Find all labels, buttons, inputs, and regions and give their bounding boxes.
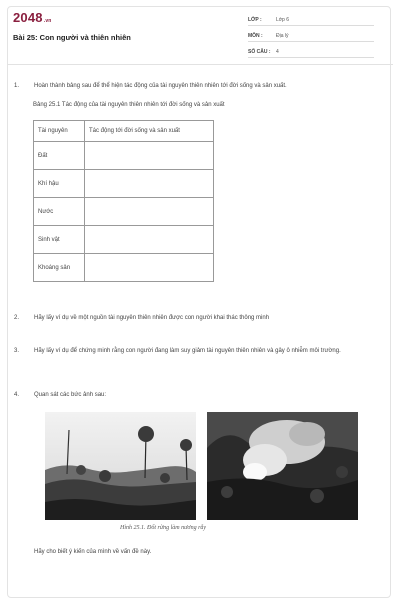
question-2: [14, 313, 372, 323]
table-cell-resource: Sinh vật: [34, 226, 85, 254]
closing-prompt: [14, 547, 372, 557]
table-row: [34, 198, 214, 226]
question-4-number: 4.: [14, 392, 20, 398]
table-header-impact: Tác động tới đời sống và sản xuất: [85, 121, 214, 142]
table-cell-resource: Khoáng sản: [34, 254, 85, 282]
table-cell-resource: Nước: [34, 198, 85, 226]
table-cell-impact[interactable]: [85, 254, 214, 282]
meta-count-label: SỐ CÂU :: [248, 49, 271, 55]
question-1-text: Hoàn thành bảng sau để thể hiện tác động của tài nguyên thiên nhiên tới đời sống và sản xuất.: [34, 83, 287, 89]
meta-count-value: 4: [276, 49, 279, 55]
meta-class-row: [248, 12, 374, 26]
table-row: [34, 226, 214, 254]
question-3: [14, 346, 372, 356]
figure-caption: Hình 25.1. Đốt rừng làm nương rẫy: [120, 525, 207, 531]
table-row: [34, 170, 214, 198]
question-3-number: 3.: [14, 348, 20, 354]
table-cell-impact[interactable]: [85, 226, 214, 254]
meta-count-row: [248, 44, 374, 58]
question-2-text: Hãy lấy ví dụ về một nguồn tài nguyên thiên nhiên được con người khai thác thông minh: [34, 315, 270, 321]
header-divider: [7, 64, 393, 65]
resource-impact-table: [33, 120, 214, 282]
table-row: [34, 254, 214, 282]
forest-fire-photo: [207, 412, 358, 520]
table-cell-impact[interactable]: [85, 198, 214, 226]
closing-prompt-text: Hãy cho biết ý kiến của mình về vấn đề này.: [34, 549, 152, 555]
table-cell-impact[interactable]: [85, 142, 214, 170]
lesson-title: Bài 25: Con người và thiên nhiên: [13, 33, 131, 42]
table-row: [34, 142, 214, 170]
table-cell-resource: Đất: [34, 142, 85, 170]
meta-subject-value: Địa lý: [276, 33, 289, 39]
question-2-number: 2.: [14, 315, 20, 321]
meta-class-value: Lớp 6: [276, 17, 290, 23]
meta-class-label: LỚP :: [248, 17, 262, 23]
burned-forest-photo: [45, 412, 196, 520]
table-header-row: [34, 121, 214, 142]
question-1: [14, 81, 372, 91]
question-4: [14, 390, 372, 400]
table-caption: Bảng 25.1 Tác động của tài nguyên thiên nhiên tới đời sống và sản xuất: [33, 102, 225, 108]
question-3-text: Hãy lấy ví dụ để chứng minh rằng con người đang làm suy giảm tài nguyên thiên nhiên và gây ô nhiễm môi trường.: [34, 348, 341, 354]
question-4-text: Quan sát các bức ảnh sau:: [34, 392, 107, 398]
meta-subject-row: [248, 28, 374, 42]
table-cell-resource: Khí hậu: [34, 170, 85, 198]
table-header-resource: Tài nguyên: [34, 121, 85, 142]
question-1-number: 1.: [14, 83, 20, 89]
meta-subject-label: MÔN :: [248, 33, 263, 39]
worksheet-meta: [248, 12, 374, 60]
table-cell-impact[interactable]: [85, 170, 214, 198]
site-logo[interactable]: 2048.vn: [13, 10, 52, 25]
